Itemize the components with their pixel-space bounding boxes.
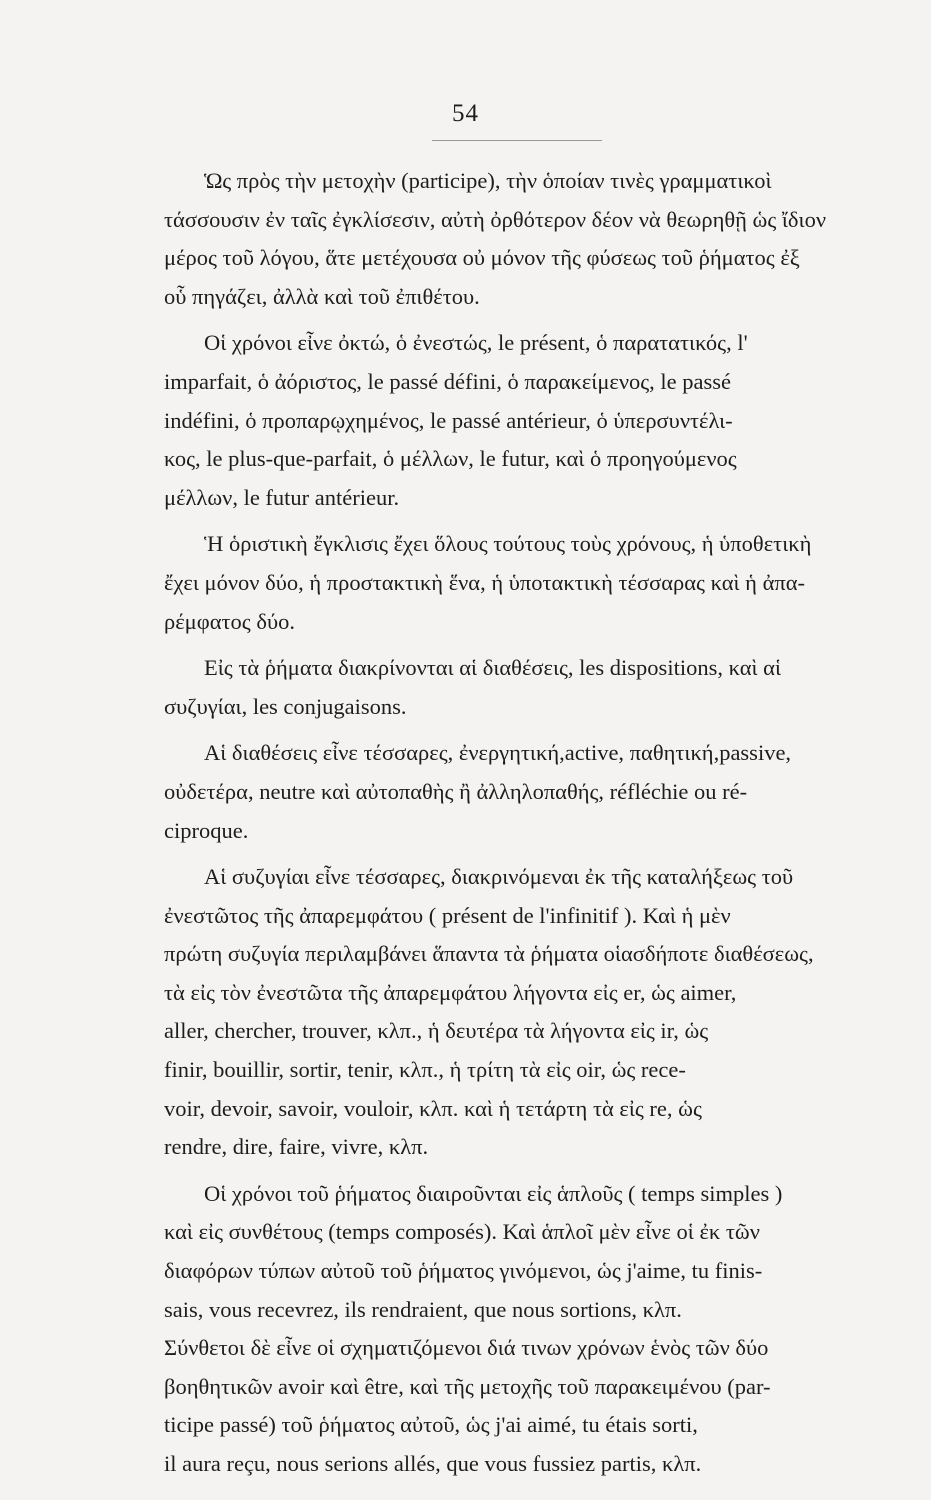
text-line: συζυγίαι, les conjugaisons. xyxy=(164,693,407,719)
text-line: ticipe passé) τοῦ ῥήματος αὐτοῦ, ὡς j'ai aimé, tu étais sorti, xyxy=(164,1412,698,1438)
page-text xyxy=(164,162,931,1492)
text-line: τὰ εἰς τὸν ἐνεστῶτα τῆς ἀπαρεμφάτου λήγοντα εἰς er, ὡς aimer, xyxy=(164,979,737,1005)
text-line: Ἡ ὁριστικὴ ἔγκλισις ἔχει ὅλους τούτους τοὺς χρόνους, ἡ ὑποθετικὴ xyxy=(204,531,812,557)
text-line: Εἰς τὰ ῥήματα διακρίνονται αἱ διαθέσεις, les dispositions, καὶ αἱ xyxy=(204,655,782,681)
text-line: ρέμφατος δύο. xyxy=(164,608,295,634)
text-line: οὗ πηγάζει, ἀλλὰ καὶ τοῦ ἐπιθέτου. xyxy=(164,283,480,309)
text-line: ἔχει μόνον δύο, ἡ προστακτικὴ ἕνα, ἡ ὑποτακτικὴ τέσσαρας καὶ ἡ ἀπα- xyxy=(164,569,805,595)
text-line: πρώτη συζυγία περιλαμβάνει ἅπαντα τὰ ῥήματα οἱασδήποτε διαθέσεως, xyxy=(164,941,814,967)
header-rule xyxy=(432,140,602,141)
text-line: βοηθητικῶν avoir καὶ être, καὶ τῆς μετοχῆς τοῦ παρακειμένου (par- xyxy=(164,1373,771,1399)
paragraph-participle xyxy=(164,162,931,316)
text-line: ἐνεστῶτος τῆς ἀπαρεμφάτου ( présent de l'infinitif ). Καὶ ἡ μὲν xyxy=(164,902,731,928)
text-line: il aura reçu, nous serions allés, que vous fussiez partis, κλπ. xyxy=(164,1451,702,1476)
text-line: τάσσουσιν ἐν ταῖς ἐγκλίσεσιν, αὐτὴ ὀρθότερον δέον νὰ θεωρηθῇ ὡς ἴδιον xyxy=(164,206,826,232)
text-line: οὐδετέρα, neutre καὶ αὐτοπαθὴς ἢ ἀλληλοπαθής, réfléchie ou ré- xyxy=(164,778,748,804)
text-line: μέρος τοῦ λόγου, ἅτε μετέχουσα οὐ μόνον τῆς φύσεως τοῦ ῥήματος ἐξ xyxy=(164,245,800,271)
text-line: καὶ εἰς συνθέτους (temps composés). Καὶ ἁπλοῖ μὲν εἶνε οἱ ἐκ τῶν xyxy=(164,1219,760,1245)
text-line: sais, vous recevrez, ils rendraient, que nous sortions, κλπ. xyxy=(164,1296,682,1322)
text-line: finir, bouillir, sortir, tenir, κλπ., ἡ τρίτη τὰ εἰς oir, ὡς rece- xyxy=(164,1057,686,1083)
text-line: Αἱ συζυγίαι εἶνε τέσσαρες, διακρινόμεναι ἐκ τῆς καταλήξεως τοῦ xyxy=(204,864,794,890)
paragraph-conjugations xyxy=(164,858,931,1167)
paragraph-tenses xyxy=(164,324,931,517)
text-line: διαφόρων τύπων αὐτοῦ τοῦ ῥήματος γινόμενοι, ὡς j'aime, tu finis- xyxy=(164,1258,763,1284)
paragraph-voices xyxy=(164,734,931,850)
text-line: ciproque. xyxy=(164,817,249,843)
text-line: Σύνθετοι δὲ εἶνε οἱ σχηματιζόμενοι διά τινων χρόνων ἑνὸς τῶν δύο xyxy=(164,1335,769,1361)
text-line: κος, le plus-que-parfait, ὁ μέλλων, le futur, καὶ ὁ προηγούμενος xyxy=(164,446,737,472)
paragraph-simple-compound-tenses xyxy=(164,1175,931,1484)
text-line: Αἱ διαθέσεις εἶνε τέσσαρες, ἐνεργητική,active, παθητική,passive, xyxy=(204,740,792,766)
text-line: Οἱ χρόνοι εἶνε ὀκτώ, ὁ ἐνεστώς, le présent, ὁ παρατατικός, l' xyxy=(204,330,748,356)
text-line: imparfait, ὁ ἀόριστος, le passé défini, ὁ παρακείμενος, le passé xyxy=(164,368,732,394)
text-line: Οἱ χρόνοι τοῦ ῥήματος διαιροῦνται εἰς ἁπλοῦς ( temps simples ) xyxy=(204,1180,783,1206)
text-line: rendre, dire, faire, vivre, κλπ. xyxy=(164,1134,429,1160)
page-number: 54 xyxy=(452,100,479,127)
text-line: voir, devoir, savoir, vouloir, κλπ. καὶ ἡ τετάρτη τὰ εἰς re, ὡς xyxy=(164,1095,702,1121)
paragraph-dispositions xyxy=(164,649,931,726)
text-line: Ὡς πρὸς τὴν μετοχὴν (participe), τὴν ὁποίαν τινὲς γραμματικοὶ xyxy=(204,168,772,193)
text-line: aller, chercher, trouver, κλπ., ἡ δευτέρα τὰ λήγοντα εἰς ir, ὡς xyxy=(164,1018,709,1044)
paragraph-moods xyxy=(164,525,931,641)
text-line: indéfini, ὁ προπαρῳχημένος, le passé antérieur, ὁ ὑπερσυντέλι- xyxy=(164,407,733,433)
text-line: μέλλων, le futur antérieur. xyxy=(164,484,400,510)
